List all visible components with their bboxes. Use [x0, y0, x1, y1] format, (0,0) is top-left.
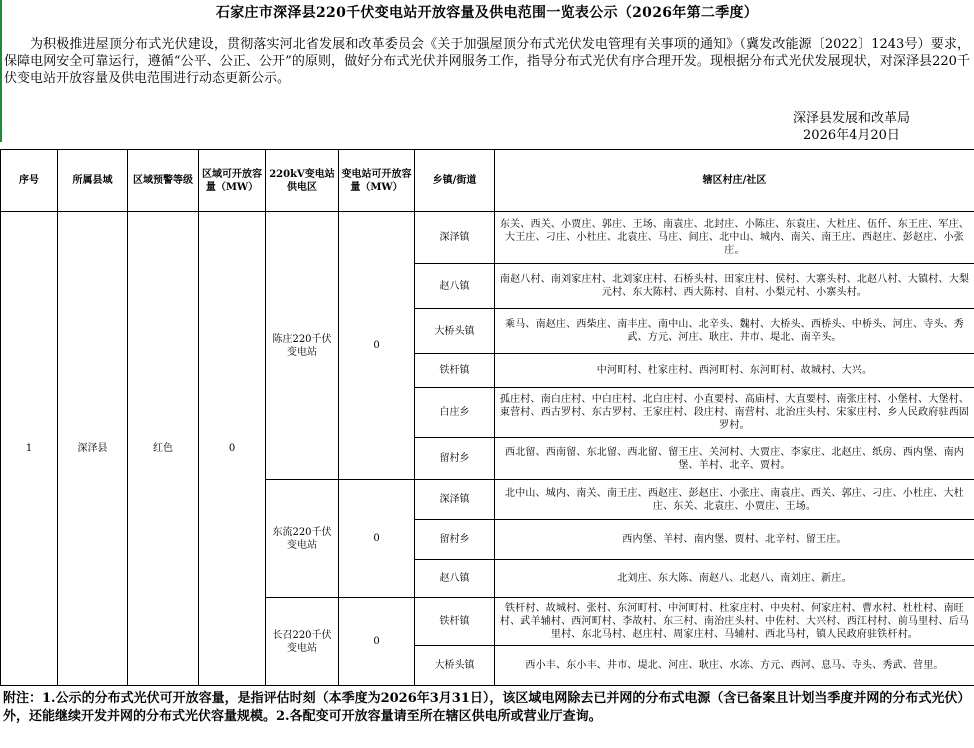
capacity-table — [0, 149, 974, 686]
footnote: 附注：1.公示的分布式光伏可开放容量，是指评估时刻（本季度为2026年3月31日），该区域电网除去已并网的分布式电源（含已备案且计划当季度并网的分布式光伏）外，还能继续开发并网的分布式光伏容量规模。2.各配变可开放容量请至所在辖区供电所或营业厅查询。 — [3, 691, 971, 724]
intro-paragraph: 为积极推进屋顶分布式光伏建设，贯彻落实河北省发展和改革委员会《关于加强屋顶分布式光伏发电管理有关事项的通知》（冀发改能源〔2022〕1243号）要求，保障电网安全可靠运行，遵循“公平、公正、公开”的原则，做好分布式光伏并网服务工作，指导分布式光伏有序合理开发。现根据分布式光伏发展现状，对深泽县220千伏变电站开放容量及供电范围进行动态更新公示。 — [4, 37, 970, 86]
document-title: 石家庄市深泽县220千伏变电站开放容量及供电范围一览表公示（2026年第二季度） — [215, 5, 759, 21]
cell-villages: 西北留、西南留、东北留、西北留、留王庄、关河村、大贾庄、李家庄、北赵庄、纸房、西内堡、南内堡、羊村、北辛、贾村。 — [495, 438, 974, 480]
cell-seq: 1 — [1, 212, 58, 686]
cell-villages: 西内堡、羊村、南内堡、贾村、北辛村、留王庄。 — [495, 520, 974, 560]
issuer-name: 深泽县发展和改革局 — [792, 111, 910, 126]
cell-town: 铁杆镇 — [415, 598, 495, 646]
cell-villages: 东关、西关、小贾庄、郭庄、王场、南袁庄、北封庄、小陈庄、东袁庄、大杜庄、伍仟、东王庄、军庄、大王庄、刁庄、小杜庄、北袁庄、马庄、间庄、北中山、城内、南关、南王庄、西赵庄、彭赵庄、小张庄。 — [495, 212, 974, 264]
cell-villages: 中河町村、杜家庄村、西河町村、东河町村、故城村、大兴。 — [495, 354, 974, 388]
cell-town: 大桥头镇 — [415, 646, 495, 686]
cell-villages: 乘马、南赵庄、西柴庄、南丰庄、南中山、北辛头、魏村、大桥头、西桥头、中桥头、河庄、寺头、秀武、方元、河庄、耿庄、井市、堤北、南辛头。 — [495, 309, 974, 354]
cell-villages: 南赵八村、南刘家庄村、北刘家庄村、石桥头村、田家庄村、侯村、大寨头村、北赵八村、大镇村、大梨元村、东大陈村、西大陈村、自村、小梨元村、小寨头村。 — [495, 264, 974, 309]
cell-town: 深泽镇 — [415, 212, 495, 264]
cell-villages: 北刘庄、东大陈、南赵八、北赵八、南刘庄、新庄。 — [495, 560, 974, 598]
header-substation: 220kV变电站供电区 — [266, 150, 339, 212]
cell-town: 赵八镇 — [415, 264, 495, 309]
cell-town: 留村乡 — [415, 520, 495, 560]
cell-villages: 孤庄村、南白庄村、中白庄村、北白庄村、小直要村、高庙村、大直要村、南张庄村、小堡村、大堡村、東营村、西古罗村、东古罗村、王家庄村、段庄村、南营村、北治庄头村、宋家庄村、乡人民政府驻西固罗村。 — [495, 388, 974, 438]
cell-villages: 铁杆村、故城村、张村、东河町村、中河町村、杜家庄村、中央村、何家庄村、曹水村、杜杜村、南旺村、武羊辅村、西河町村、李故村、东三村、南治庄头村、中佐村、大兴村、西江村村、前马里村、后马里村、东北马村、赵庄村、周家庄村、马辅村、西北马村，镇人民政府驻铁杆村。 — [495, 598, 974, 646]
cell-town: 铁杆镇 — [415, 354, 495, 388]
cell-station-capacity: 0 — [339, 212, 415, 480]
cell-substation-name: 长召220千伏变电站 — [266, 598, 339, 686]
cell-villages: 北中山、城内、南关、南王庄、西赵庄、彭赵庄、小张庄、南袁庄、西关、郭庄、刁庄、小杜庄、大杜庄、东关、北袁庄、小贾庄、王场。 — [495, 480, 974, 520]
cell-warning-level: 红色 — [128, 212, 199, 686]
cell-substation-name: 东流220千伏变电站 — [266, 480, 339, 598]
cell-town: 大桥头镇 — [415, 309, 495, 354]
cell-region-capacity: 0 — [199, 212, 266, 686]
cell-town: 深泽镇 — [415, 480, 495, 520]
cell-substation-name: 陈庄220千伏变电站 — [266, 212, 339, 480]
issuer-block — [793, 110, 910, 144]
header-seq: 序号 — [1, 150, 58, 212]
header-region-capacity: 区域可开放容量（MW） — [199, 150, 266, 212]
cell-villages: 西小丰、东小丰、井市、堤北、河庄、耿庄、水冻、方元、西河、息马、寺头、秀武、营里。 — [495, 646, 974, 686]
header-station-capacity: 变电站可开放容量（MW） — [339, 150, 415, 212]
header-warning-level: 区域预警等级 — [128, 150, 199, 212]
cell-town: 留村乡 — [415, 438, 495, 480]
cell-station-capacity: 0 — [339, 598, 415, 686]
cell-county: 深泽县 — [58, 212, 128, 686]
header-county: 所属县域 — [58, 150, 128, 212]
cell-town: 白庄乡 — [415, 388, 495, 438]
table-row — [1, 212, 974, 264]
header-town: 乡镇/街道 — [415, 150, 495, 212]
cell-town: 赵八镇 — [415, 560, 495, 598]
table-header-row — [1, 150, 974, 212]
cell-station-capacity: 0 — [339, 480, 415, 598]
header-villages: 辖区村庄/社区 — [495, 150, 974, 212]
issue-date: 2026年4月20日 — [803, 128, 900, 143]
